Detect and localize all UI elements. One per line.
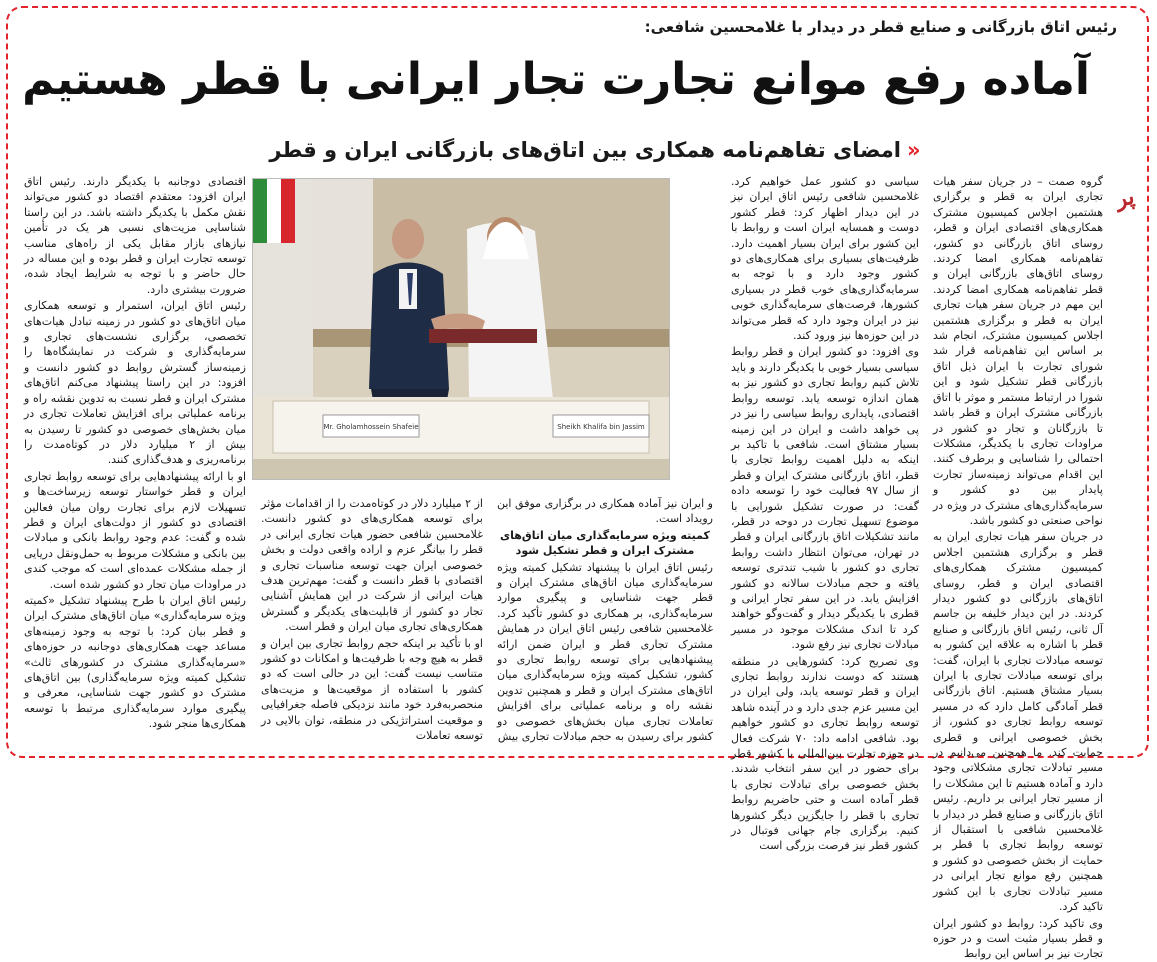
paragraph: وی تصریح کرد: کشورهایی در منطقه هستند که دوست ندارند روابط تجاری ایران و قطر توسعه یابد، ولی ایران در این مسیر عزم جدی دارد و در آینده شاهد توسعه روابط تجاری دو کشور خواهیم بود. شافعی ادامه داد: ۷۰ شرکت فعال در حوزه تجارت بین‌المللی با کشور قطر برای حضور در این سفر انتخاب شدند. بخش خصوصی برای تبادلات تجاری با قطر آماده است و حتی حاضریم روابط تجاری با قطر را جایگزین دیگر کشورها کنیم. برگزاری جام جهانی فوتبال در کشور قطر نیز فرصت بزرگی است (731, 654, 919, 853)
paragraph: رئیس اتاق ایران با پیشنهاد تشکیل کمیته ویژه سرمایه‌گذاری میان اتاق‌های مشترک ایران و قطر جهت شناسایی و پیگیری موارد سرمایه‌گذاری، بر همکاری دو کشور تأکید کرد. غلامحسین شافعی رئیس اتاق ایران در همایش مشترک تجاری قطر و ایران ضمن ارائه پیشنهادهایی برای توسعه روابط تجاری دو کشور، تشکیل کمیته ویژه سرمایه‌گذاری میان اتاق‌های مشترک ایران و قطر و همچنین تدوین نقشه راه و برنامه عملیاتی برای افزایش تعاملات تجاری میان بخش‌های خصوصی دو کشور برای رسیدن به حجم مبادلات تجاری بیش (497, 560, 713, 744)
subhead-arrows: « (907, 138, 921, 162)
placard-right: Sheikh Khalifa bin Jassim (557, 423, 645, 431)
flag-green (253, 179, 267, 243)
paragraph: در جریان سفر هیات تجاری ایران به قطر و برگزاری هشتمین اجلاس کمیسیون مشترک همکاری‌های اقتصادی ایران و قطر، روسای اتاق‌های بازرگانی دو کشور دیدار کردند. در این دیدار خلیفه بن جاسم آل ثانی، رئیس اتاق بازرگانی و صنایع قطر با اشاره به علاقه این کشور به توسعه مبادلات تجاری با ایران، گفت: برای توسعه مبادلات تجاری با ایران بسیار مشتاق هستیم. اتاق بازرگانی قطر آمادگی کامل دارد که در مسیر توسعه روابط تجاری دو کشور، از بخش خصوصی ایرانی و قطری حمایت کند. ما همچنین می‌دانیم در مسیر تبادلات تجاری مشکلاتی وجود دارد و آماده هستیم تا این مشکلات را از مسیر تجار ایرانی بر داریم. رئیس اتاق بازرگانی و صنایع قطر در دیدار با غلامحسین شافعی با استقبال از توسعه روابط تجاری با قطر بر حمایت از بخش خصوصی دو کشور و همچنین رفع موانع تجار ایرانی در مسیر تبادلات تجاری با این کشور تاکید کرد. (933, 530, 1103, 914)
paragraph: و ایران نیز آماده همکاری در برگزاری موفق این رویداد است. (497, 497, 713, 526)
article-column-1 (933, 174, 1103, 961)
paragraph: سیاسی دو کشور عمل خواهیم کرد. غلامحسین شافعی رئیس اتاق ایران نیز در این دیدار اظهار کرد: قطر کشور دوست و همسایه ایران است و روابط با این کشور برای ایران بسیار اهمیت دارد. ظرفیت‌های بسیاری برای همکاری‌های دو کشور وجود دارد و با توجه به سرمایه‌گذاری‌های خوب قطر در بسیاری کشورها، فرصت‌های سرمایه‌گذاری خوبی نیز در ایران وجود دارد که قطر می‌تواند در این حوزه‌ها نیز ورود کند. (731, 175, 919, 343)
kicker: رئیس اتاق بازرگانی و صنایع قطر در دیدار با غلامحسین شافعی: (644, 18, 1117, 36)
paragraph: اقتصادی دوجانبه با یکدیگر دارند. رئیس اتاق ایران افزود: معتقدم اقتصاد دو کشور می‌تواند نقش مکمل با یکدیگر داشته باشد. در این راستا شناسایی مزیت‌های نسبی هر یک در تأمین نیازهای بازار مقابل یکی از راه‌های مناسب توسعه تجارت ایران و قطر بوده و این مساله در حال حاضر و با توجه به شرایط ایجاد شده، ضرورت بیشتری دارد. (24, 175, 246, 296)
subhead (100, 138, 1090, 162)
paragraph: او با ارائه پیشنهادهایی برای توسعه روابط تجاری ایران و قطر خواستار توسعه زیرساخت‌ها و تسهیلات لازم برای تجارت روان میان فعالین اقتصادی دو کشور از دولت‌های ایران و قطر شده و گفت: عدم وجود روابط بانکی و مبادلات بین بانکی و مشکلات مربوط به حمل‌ونقل دریایی از جمله مشکلات عمده‌ای است که موجب کندی در مراودات میان تجار دو کشور شده است. (24, 469, 246, 591)
publication-logo-icon: پر (1113, 183, 1137, 213)
article-column-4 (24, 174, 246, 754)
handshake-photo (253, 179, 669, 479)
paragraph: وی تاکید کرد: روابط دو کشور ایران و قطر بسیار مثبت است و در حوزه تجارت نیز بر اساس این روابط (933, 916, 1103, 961)
section-title: کمیته ویژه سرمایه‌گذاری میان اتاق‌های مشترک ایران و قطر تشکیل شود (500, 528, 710, 558)
paragraph: رئیس اتاق ایران با طرح پیشنهاد تشکیل «کمیته ویژه سرمایه‌گذاری» میان اتاق‌های مشترک ایران و قطر بیان کرد: با توجه به وجود زمینه‌های مساعد جهت همکاری‌های دوجانبه در حوزه‌های «سرمایه‌گذاری مشترک در کشورهای ثالث» تشکیل کمیته ویژه سرمایه‌گذاری) بین اتاق‌های مشترک دو کشور جهت شناسایی، معرفی و پیگیری موارد سرمایه‌گذاری مرتبط با توسعه همکاری‌ها منجر شود. (24, 593, 246, 731)
headline: آماده رفع موانع تجارت تجار ایرانی با قطر هستیم (22, 54, 1090, 105)
flag-white (267, 179, 281, 243)
flag-red (281, 179, 295, 243)
article-column-2 (731, 174, 920, 853)
article-column-3 (497, 496, 713, 756)
paragraph: از ۲ میلیارد دلار در کوتاه‌مدت را از اقدامات مؤثر برای توسعه همکاری‌های دو کشور دانست. غلامحسین شافعی حضور هیات تجاری ایرانی در قطر را بیانگر عزم و اراده واقعی دولت و بخش خصوصی ایران جهت توسعه مناسبات تجاری و اقتصادی با قطر دانست و گفت: مهم‌ترین هدف هیات ایرانی از شرکت در این همایش آشنایی تجار دو کشور از قابلیت‌های یکدیگر و گسترش همکاری‌های تجاری میان ایران و قطر است. (261, 497, 483, 634)
paragraph: رئیس اتاق ایران، استمرار و توسعه همکاری میان اتاق‌های دو کشور در زمینه تبادل هیات‌های تخصصی، برگزاری نشست‌های تجاری و سرمایه‌گذاری و شرکت در نمایشگاه‌ها را زمینه‌ساز گسترش روابط دو کشور دانست و افزود: در این راستا پیشنهاد می‌کنم اتاق‌های مشترک ایران و قطر نسبت به تدوین نقشه راه و برنامه عملیاتی برای افزایش تعاملات تجاری در میان بخش‌های خصوصی دو کشور تا رسیدن به بیش از ۲ میلیارد دلار در کوتاه‌مدت را برنامه‌ریزی و هدف‌گذاری کنند. (24, 299, 246, 467)
subhead-text: امضای تفاهم‌نامه همکاری بین اتاق‌های بازرگانی ایران و قطر (269, 138, 901, 162)
paragraph: گروه صمت – در جریان سفر هیات تجاری ایران به قطر و برگزاری هشتمین اجلاس کمیسیون مشترک همکاری‌های اقتصادی ایران و قطر، روسای اتاق بازرگانی دو کشور، تفاهم‌نامه همکاری امضا کردند. روسای اتاق‌های بازرگانی ایران و قطر تفاهم‌نامه همکاری امضا کردند. این مهم در جریان سفر هیات تجاری ایران به قطر و برگزاری هشتمین اجلاس کمیسیون مشترک، انجام شد بر اساس این تفاهم‌نامه قرار شد شورای تجارت با ایران ذیل اتاق بازرگانی قطر تشکیل شود و این شورا در ارتباط مستمر و موثر با اتاق بازرگانی مشترک ایران و قطر باشد تا بازرگانان و تجار دو کشور در مراودات تجاری با یکدیگر، مشکلات احتمالی را شناسایی و برطرف کنند. این اقدام می‌تواند زمینه‌ساز تجارت پایدار بین دو کشور و سرمایه‌گذاری‌های مشترک در ویژه در نواحی صنعتی دو کشور باشد. (933, 175, 1103, 527)
article-column-3b (261, 496, 483, 756)
paragraph: وی افزود: دو کشور ایران و قطر روابط سیاسی بسیار خوبی با یکدیگر دارند و باید تلاش کنیم روابط تجاری دو کشور نیز به همان اندازه توسعه یابد. توسعه روابط اقتصادی، پایداری روابط سیاسی را نیز در پی خواهد داشت و ایران در این زمینه بسیار مشتاق است. شافعی با تاکید بر اینکه به دلیل اهمیت روابط تجاری با قطر، اتاق بازرگانی مشترک ایران و قطر از سال ۹۷ فعالیت خود را توسعه داده گفت: در صورت تشکیل شورایی با موضوع تسهیل تجارت در دوحه در قطر، مانند تشکیلات اتاق بازرگانی ایران و قطر در تهران، می‌توان انتظار داشت روابط تجاری دو کشور با شیب تندتری توسعه یافته و حجم مبادلات سالانه دو کشور افزایش یابد. در این سفر تجار ایرانی و قطری با یکدیگر دیدار و گفت‌وگو خواهند کرد تا اندک مشکلات موجود در مسیر مبادلات تجاری نیز رفع شود. (731, 345, 920, 652)
article-photo (252, 178, 670, 480)
paragraph: او با تأکید بر اینکه حجم روابط تجاری بین ایران و قطر به هیچ وجه با ظرفیت‌ها و امکانات دو کشور متناسب نیست گفت: این در حالی است که دو کشور با استفاده از موقعیت‌ها و مزیت‌های منحصربه‌فرد خود مانند نزدیکی فاصله جغرافیایی و موقعیت استراتژیکی در منطقه، توان بالایی در توسعه تعاملات (261, 636, 483, 743)
placard-left: Mr. Gholamhossein Shafeie (323, 423, 419, 431)
